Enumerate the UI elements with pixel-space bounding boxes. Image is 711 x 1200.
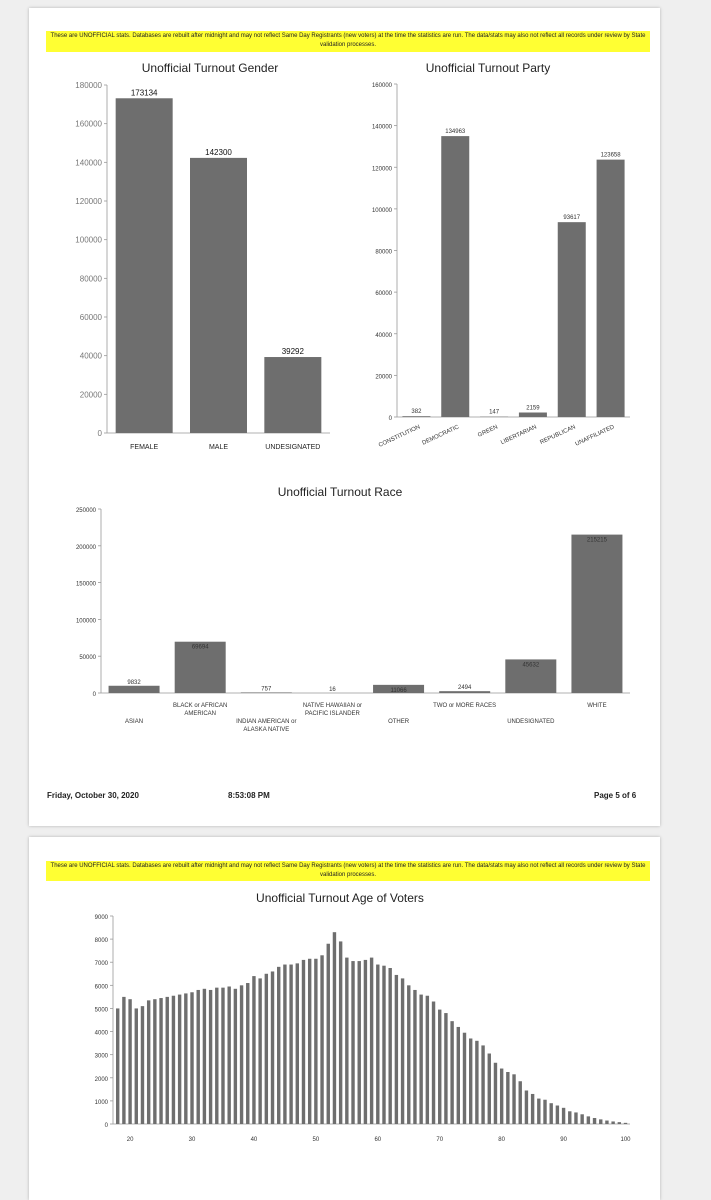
- bar: [481, 1045, 484, 1124]
- y-tick-label: 60000: [79, 313, 102, 322]
- bar: [116, 1008, 119, 1124]
- x-tick-label: 30: [188, 1137, 196, 1143]
- bar: [314, 959, 317, 1124]
- bar: [444, 1013, 447, 1124]
- bar: [463, 1033, 466, 1124]
- bar: [264, 357, 321, 433]
- category-label: REPUBLICAN: [539, 424, 577, 447]
- bar: [519, 413, 547, 417]
- y-tick-label: 160000: [371, 83, 392, 89]
- data-label: 147: [489, 409, 500, 416]
- x-tick-label: 50: [312, 1137, 320, 1143]
- bar: [221, 988, 224, 1124]
- bar: [593, 1118, 596, 1124]
- bar: [345, 958, 348, 1124]
- y-tick-label: 7000: [94, 961, 108, 968]
- category-label: CONSTITUTION: [377, 424, 422, 449]
- bar: [488, 1054, 491, 1124]
- x-tick-label: 60: [374, 1137, 382, 1143]
- chart-title: Unofficial Turnout Race: [277, 485, 403, 499]
- bar: [597, 160, 625, 417]
- bar: [587, 1116, 590, 1124]
- y-tick-label: 250000: [75, 508, 96, 514]
- bar: [562, 1108, 565, 1124]
- data-label: 39292: [281, 347, 304, 357]
- bar: [333, 932, 336, 1124]
- bar: [441, 136, 469, 417]
- bar: [624, 1123, 627, 1124]
- bar: [141, 1006, 144, 1124]
- category-label: UNDESIGNATED: [265, 444, 321, 451]
- bar: [525, 1090, 528, 1124]
- category-label: WHITE: [587, 703, 607, 709]
- data-label: 142300: [205, 147, 232, 157]
- bar: [351, 961, 354, 1124]
- data-label: 173134: [130, 88, 158, 98]
- bar: [122, 997, 125, 1124]
- footer-time: 8:53:08 PM: [228, 791, 270, 800]
- chart-3: [95, 891, 632, 1143]
- bar: [512, 1074, 515, 1124]
- data-label: 382: [411, 409, 422, 416]
- bar: [302, 960, 305, 1124]
- bar: [618, 1122, 621, 1124]
- y-tick-label: 3000: [94, 1053, 108, 1060]
- category-label: INDIAN AMERICAN or: [236, 719, 297, 725]
- y-tick-label: 2000: [94, 1076, 108, 1083]
- bar: [549, 1103, 552, 1124]
- y-tick-label: 140000: [371, 124, 392, 131]
- bar: [571, 535, 622, 693]
- y-tick-label: 100000: [75, 618, 96, 625]
- bar: [370, 958, 373, 1124]
- bar: [159, 998, 162, 1124]
- bar: [128, 999, 131, 1124]
- x-tick-label: 40: [250, 1137, 258, 1143]
- data-label: 123658: [600, 152, 621, 159]
- y-tick-label: 0: [104, 1123, 108, 1129]
- bar: [135, 1008, 138, 1124]
- data-label: 757: [261, 686, 272, 693]
- y-tick-label: 200000: [75, 544, 96, 551]
- y-tick-label: 150000: [75, 581, 96, 588]
- bar: [364, 960, 367, 1124]
- bar: [469, 1038, 472, 1124]
- bar: [568, 1111, 571, 1124]
- x-tick-label: 90: [560, 1137, 567, 1143]
- x-tick-label: 20: [126, 1137, 134, 1143]
- bar: [277, 967, 280, 1124]
- data-label: 2159: [526, 405, 540, 412]
- bar: [419, 995, 422, 1124]
- x-tick-label: 80: [498, 1137, 505, 1143]
- bar: [407, 985, 410, 1124]
- chart-title: Unofficial Turnout Party: [425, 61, 551, 75]
- bar: [197, 990, 200, 1124]
- bar: [450, 1021, 453, 1124]
- bar: [599, 1119, 602, 1124]
- category-label: ASIAN: [125, 719, 144, 725]
- bar: [402, 416, 430, 417]
- chart-title: Unofficial Turnout Gender: [141, 61, 279, 75]
- category-label: MALE: [208, 444, 229, 451]
- y-tick-label: 0: [92, 692, 96, 698]
- y-tick-label: 20000: [79, 390, 102, 400]
- bar: [166, 997, 169, 1124]
- y-tick-label: 140000: [75, 158, 102, 168]
- bar: [308, 959, 311, 1124]
- bar: [382, 966, 385, 1124]
- y-tick-label: 9000: [94, 915, 108, 921]
- y-tick-label: 120000: [371, 166, 392, 173]
- y-tick-label: 4000: [94, 1030, 108, 1037]
- bar: [519, 1081, 522, 1124]
- chart-2: [76, 485, 630, 733]
- data-label: 11066: [390, 687, 407, 694]
- bar: [327, 944, 330, 1124]
- category-label: AMERICAN: [184, 711, 217, 717]
- y-tick-label: 50000: [79, 655, 96, 662]
- bar: [500, 1069, 503, 1124]
- data-label: 16: [329, 686, 336, 693]
- chart-0: [75, 61, 330, 451]
- y-tick-label: 100000: [371, 207, 392, 214]
- unofficial-stats-banner-page-6: These are UNOFFICIAL stats. Databases are rebuilt after midnight and may not reflect Same Day Registrants (new voters) at the time the statistics are run. The data/stats may also not reflect all records under review by State validation processes.: [46, 861, 650, 881]
- bar: [457, 1027, 460, 1124]
- bar: [388, 968, 391, 1124]
- category-label: PACIFIC ISLANDER: [304, 711, 360, 717]
- category-label: OTHER: [388, 719, 410, 725]
- bar: [574, 1112, 577, 1124]
- bar: [227, 986, 230, 1124]
- footer-date: Friday, October 30, 2020: [47, 791, 139, 800]
- data-label: 93617: [563, 215, 581, 222]
- data-label: 69694: [191, 644, 209, 651]
- bar: [258, 978, 261, 1124]
- category-label: LIBERTARIAN: [500, 424, 538, 447]
- bar: [153, 999, 156, 1124]
- bar: [184, 993, 187, 1124]
- bar: [172, 996, 175, 1124]
- category-label: UNAFFILIATED: [574, 424, 616, 448]
- y-tick-label: 1000: [94, 1099, 108, 1106]
- bar: [556, 1106, 559, 1124]
- bar: [240, 985, 243, 1124]
- bar: [190, 158, 247, 433]
- bar: [395, 975, 398, 1124]
- bar: [580, 1114, 583, 1124]
- bar: [401, 978, 404, 1124]
- unofficial-stats-banner: These are UNOFFICIAL stats. Databases are rebuilt after midnight and may not reflect Same Day Registrants (new voters) at the time the statistics are run. The data/stats may also not reflect all records under review by State validation processes.: [46, 31, 650, 52]
- bar: [413, 990, 416, 1124]
- y-tick-label: 180000: [75, 81, 102, 90]
- bar: [296, 963, 299, 1124]
- category-label: FEMALE: [130, 444, 159, 451]
- bar: [376, 965, 379, 1124]
- category-label: ALASKA NATIVE: [243, 727, 290, 733]
- bar: [147, 1000, 150, 1124]
- bar: [605, 1121, 608, 1124]
- bar: [438, 1010, 441, 1124]
- bar: [475, 1041, 478, 1124]
- bar: [271, 971, 274, 1124]
- bar: [289, 965, 292, 1124]
- bar: [190, 992, 193, 1124]
- bar: [265, 974, 268, 1124]
- bar: [531, 1094, 534, 1124]
- chart-title: Unofficial Turnout Age of Voters: [256, 891, 424, 905]
- x-tick-label: 70: [436, 1137, 444, 1143]
- bar: [558, 222, 586, 417]
- data-label: 134963: [445, 129, 466, 136]
- bar: [178, 995, 181, 1124]
- y-tick-label: 40000: [79, 351, 102, 361]
- y-tick-label: 5000: [94, 1007, 108, 1014]
- y-tick-label: 8000: [94, 938, 108, 945]
- y-tick-label: 0: [97, 429, 102, 438]
- y-tick-label: 0: [388, 416, 392, 422]
- bar: [494, 1063, 497, 1124]
- bar: [339, 941, 342, 1124]
- y-tick-label: 160000: [75, 119, 102, 129]
- bar: [203, 989, 206, 1124]
- bar: [252, 976, 255, 1124]
- chart-1: [372, 61, 630, 449]
- bar: [241, 692, 292, 693]
- category-label: DEMOCRATIC: [421, 424, 461, 447]
- bar: [234, 989, 237, 1124]
- data-label: 9832: [127, 679, 141, 686]
- data-label: 45632: [522, 662, 540, 669]
- category-label: TWO or MORE RACES: [433, 703, 497, 709]
- category-label: NATIVE HAWAIIAN or: [302, 703, 362, 709]
- y-tick-label: 40000: [375, 332, 392, 339]
- bar: [109, 686, 160, 693]
- y-tick-label: 120000: [75, 197, 102, 206]
- data-label: 2494: [458, 685, 472, 692]
- y-tick-label: 6000: [94, 984, 108, 991]
- bar: [506, 1072, 509, 1124]
- bar: [537, 1099, 540, 1124]
- bar: [320, 955, 323, 1124]
- bar: [246, 983, 249, 1124]
- bar: [543, 1100, 546, 1124]
- bar: [358, 961, 361, 1124]
- y-tick-label: 60000: [375, 291, 392, 298]
- bar: [426, 996, 429, 1124]
- y-tick-label: 80000: [375, 249, 392, 256]
- bar: [215, 988, 218, 1124]
- y-tick-label: 80000: [79, 274, 102, 284]
- data-label: 215215: [586, 537, 607, 544]
- bar: [283, 965, 286, 1124]
- bar: [432, 1002, 435, 1124]
- bar: [611, 1121, 614, 1124]
- bar: [116, 98, 173, 433]
- bar: [439, 691, 490, 693]
- category-label: UNDESIGNATED: [507, 719, 555, 725]
- bar: [209, 990, 212, 1124]
- category-label: GREEN: [477, 424, 499, 439]
- category-label: BLACK or AFRICAN: [173, 703, 228, 709]
- x-tick-label: 100: [620, 1137, 631, 1143]
- y-tick-label: 20000: [375, 374, 392, 381]
- footer-page-number: Page 5 of 6: [594, 791, 637, 800]
- y-tick-label: 100000: [75, 235, 102, 245]
